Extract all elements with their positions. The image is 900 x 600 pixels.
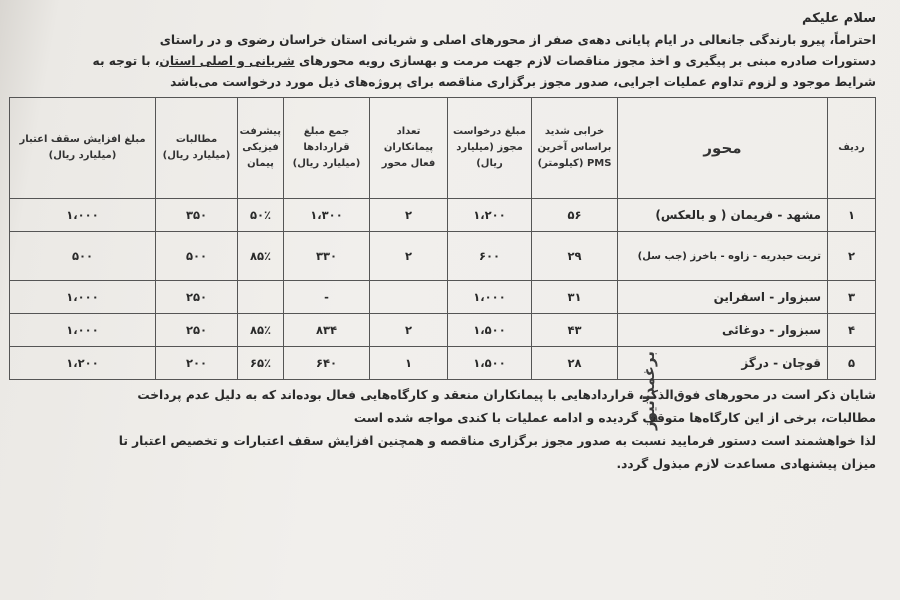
cell-damage: ۲۸	[532, 347, 618, 380]
header-claims: مطالبات (میلیارد ریال)	[156, 98, 238, 199]
cell-claims: ۳۵۰	[156, 199, 238, 232]
cell-requested: ۱،۵۰۰	[448, 314, 532, 347]
intro-line-2-text: دستورات صادره مبنی بر پیگیری و اخذ مجوز مناقصات لازم جهت مرمت و بهسازی رویه محورهای	[298, 54, 876, 68]
cell-damage: ۴۳	[532, 314, 618, 347]
cell-credit-increase: ۱،۰۰۰	[10, 314, 156, 347]
cell-contracts-sum: ۶۴۰	[284, 347, 370, 380]
header-row-number: ردیف	[828, 98, 876, 199]
cell-claims: ۲۵۰	[156, 281, 238, 314]
cell-axis: تربت حیدریه - زاوه - باخرز (جب سل)	[618, 232, 828, 281]
table-row	[10, 199, 876, 232]
cell-progress: ۶۵٪	[238, 347, 284, 380]
cell-contractors: ۲	[370, 199, 448, 232]
header-axis: محور	[618, 98, 828, 199]
cell-credit-increase: ۵۰۰	[10, 232, 156, 281]
cell-row: ۲	[828, 232, 876, 281]
cell-contracts-sum: -	[284, 281, 370, 314]
news-watermark: برغمدانیوز	[640, 351, 658, 430]
closing-line-4: میزان پیشنهادی مساعدت لازم مبذول گردد.	[616, 457, 876, 471]
table-header-row	[10, 98, 876, 199]
cell-axis: مشهد - فریمان ( و بالعکس)	[618, 199, 828, 232]
cell-progress: ۸۵٪	[238, 232, 284, 281]
intro-line-2-tail: ، با توجه به	[92, 54, 160, 68]
cell-requested: ۶۰۰	[448, 232, 532, 281]
intro-line-2	[10, 51, 876, 72]
header-requested: مبلغ درخواست مجوز (میلیارد ریال)	[448, 98, 532, 199]
letter-document	[10, 6, 876, 476]
cell-credit-increase: ۱،۰۰۰	[10, 199, 156, 232]
intro-underlined-phrase: شریانی و اصلی استان	[159, 54, 295, 68]
cell-requested: ۱،۲۰۰	[448, 199, 532, 232]
cell-contracts-sum: ۸۳۴	[284, 314, 370, 347]
cell-requested: ۱،۰۰۰	[448, 281, 532, 314]
cell-progress: ۸۵٪	[238, 314, 284, 347]
projects-table	[9, 97, 876, 380]
cell-axis: سبزوار - اسفراین	[618, 281, 828, 314]
letter-closing	[10, 384, 876, 476]
cell-progress	[238, 281, 284, 314]
cell-contracts-sum: ۳۳۰	[284, 232, 370, 281]
cell-progress: ۵۰٪	[238, 199, 284, 232]
cell-contractors: ۲	[370, 232, 448, 281]
cell-row: ۴	[828, 314, 876, 347]
cell-axis: قوچان - درگز	[618, 347, 828, 380]
closing-line-1: شایان ذکر است در محورهای فوق‌الذکر، قراردادهایی با پیمانکاران منعقد و کارگاه‌هایی فعال بوده‌اند که به دلیل عدم پرداخت	[137, 388, 876, 402]
cell-row: ۱	[828, 199, 876, 232]
table-row	[10, 232, 876, 281]
cell-claims: ۲۰۰	[156, 347, 238, 380]
header-contracts-sum: جمع مبلغ قراردادها (میلیارد ریال)	[284, 98, 370, 199]
cell-axis: سبزوار - دوغائی	[618, 314, 828, 347]
cell-damage: ۳۱	[532, 281, 618, 314]
cell-credit-increase: ۱،۰۰۰	[10, 281, 156, 314]
header-progress: پیشرفت فیزیکی پیمان	[238, 98, 284, 199]
letter-greeting: سلام علیکم	[802, 11, 876, 26]
header-credit-increase: مبلغ افزایش سقف اعتبار (میلیارد ریال)	[10, 98, 156, 199]
letter-intro	[10, 30, 876, 93]
intro-line-1: احتراماً، پیرو بارندگی جانعالی در ایام پایانی دهه‌ی صفر از محورهای اصلی و شریانی استان خراسان رضوی و در راستای	[159, 33, 876, 47]
closing-line-3: لذا خواهشمند است دستور فرمایید نسبت به صدور مجوز برگزاری مناقصه و همچنین افزایش سقف اعتبارات و تخصیص اعتبار تا	[118, 434, 876, 448]
cell-claims: ۲۵۰	[156, 314, 238, 347]
cell-credit-increase: ۱،۲۰۰	[10, 347, 156, 380]
header-contractors: تعداد پیمانکاران فعال محور	[370, 98, 448, 199]
cell-row: ۳	[828, 281, 876, 314]
table-row	[10, 314, 876, 347]
cell-damage: ۲۹	[532, 232, 618, 281]
cell-requested: ۱،۵۰۰	[448, 347, 532, 380]
cell-row: ۵	[828, 347, 876, 380]
cell-damage: ۵۶	[532, 199, 618, 232]
table-row	[10, 347, 876, 380]
cell-contractors: ۲	[370, 314, 448, 347]
closing-line-2: مطالبات، برخی از این کارگاه‌ها متوقف گردیده و ادامه عملیات با کندی مواجه شده است	[353, 411, 876, 425]
header-damage: خرابی شدید براساس آخرین PMS (کیلومتر)	[532, 98, 618, 199]
cell-claims: ۵۰۰	[156, 232, 238, 281]
table-row	[10, 281, 876, 314]
intro-line-3: شرایط موجود و لزوم تداوم عملیات اجرایی، صدور مجوز برگزاری مناقصه برای پروژه‌های ذیل مورد درخواست می‌باشد	[170, 75, 876, 89]
cell-contractors: ۱	[370, 347, 448, 380]
cell-contracts-sum: ۱،۳۰۰	[284, 199, 370, 232]
cell-contractors	[370, 281, 448, 314]
